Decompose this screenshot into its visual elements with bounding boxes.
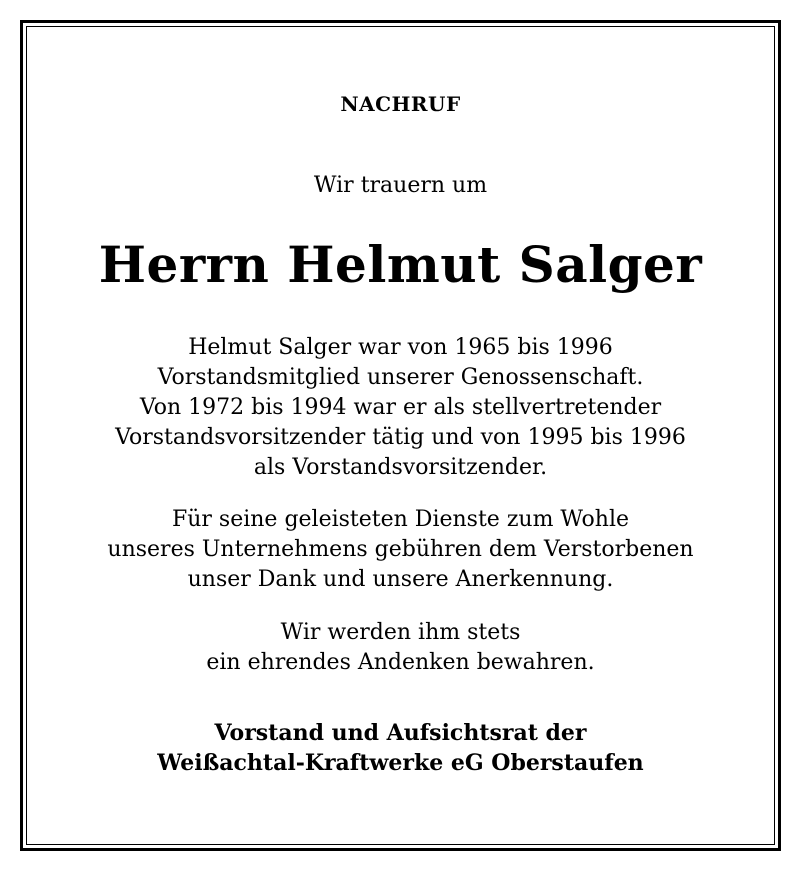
notice-border: [20, 20, 781, 851]
remembrance-paragraph: [23, 618, 778, 678]
obituary-notice: [23, 23, 778, 848]
text-line: Vorstandsvorsitzender tätig und von 1995 bis 1996: [115, 425, 686, 450]
text-line: unseres Unternehmens gebühren dem Verstorbenen: [107, 537, 694, 562]
text-line: ein ehrendes Andenken bewahren.: [206, 650, 595, 675]
text-line: als Vorstandsvorsitzender.: [253, 455, 548, 480]
text-line: Von 1972 bis 1994 war er als stellvertretender: [139, 395, 662, 420]
gratitude-paragraph: [23, 505, 778, 595]
biography-paragraph: [23, 333, 778, 483]
text-line: Vorstandsmitglied unserer Genossenschaft.: [157, 365, 644, 390]
signature-line: Weißachtal-Kraftwerke eG Oberstaufen: [157, 750, 644, 776]
text-line: unser Dank und unsere Anerkennung.: [187, 567, 614, 592]
notice-intro: Wir trauern um: [313, 173, 488, 198]
signature-block: [23, 718, 778, 778]
text-line: Helmut Salger war von 1965 bis 1996: [188, 335, 613, 360]
text-line: Wir werden ihm stets: [280, 620, 521, 645]
notice-heading: NACHRUF: [340, 92, 461, 116]
deceased-name: Herrn Helmut Salger: [98, 235, 703, 294]
text-line: Für seine geleisteten Dienste zum Wohle: [171, 507, 630, 532]
signature-line: Vorstand und Aufsichtsrat der: [214, 720, 587, 746]
